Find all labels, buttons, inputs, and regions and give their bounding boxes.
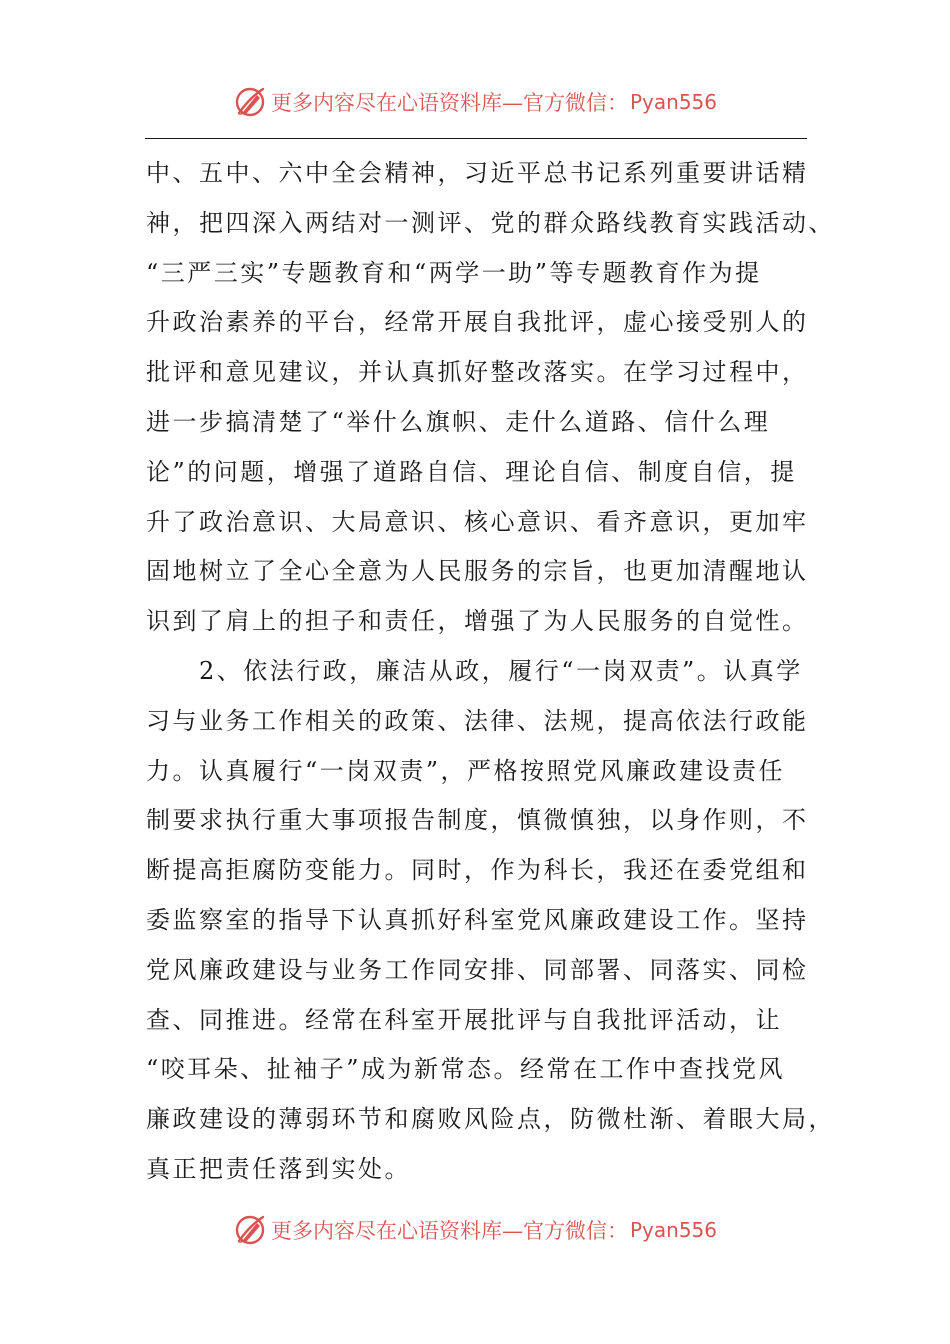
text-line: 习与业务工作相关的政策、法律、法规，提高依法行政能 bbox=[146, 706, 809, 735]
text-line: 识到了肩上的担子和责任，增强了为人民服务的自觉性。 bbox=[146, 607, 809, 636]
header-watermark-text: 更多内容尽在心语资料库—官方微信： bbox=[270, 91, 628, 115]
header-divider bbox=[145, 138, 807, 139]
text-line: 力。认真履行“一岗双责”，严格按照党风廉政建设责任 bbox=[146, 756, 786, 785]
pen-logo-icon bbox=[233, 1213, 267, 1247]
text-line: 委监察室的指导下认真抓好科室党风廉政建设工作。坚持 bbox=[146, 905, 809, 934]
text-line: 固地树立了全心全意为人民服务的宗旨，也更加清醒地认 bbox=[146, 557, 809, 586]
footer-watermark-text: 更多内容尽在心语资料库—官方微信： bbox=[270, 1219, 628, 1243]
document-body bbox=[146, 149, 835, 1195]
paragraph-start-line: 2、依法行政，廉洁从政，履行“一岗双责”。认真学 bbox=[146, 656, 803, 685]
text-line: “咬耳朵、扯袖子”成为新常态。经常在工作中查找党风 bbox=[146, 1055, 786, 1084]
text-line: 中、五中、六中全会精神，习近平总书记系列重要讲话精 bbox=[146, 159, 809, 187]
page-header bbox=[0, 80, 950, 124]
text-line: 批评和意见建议，并认真抓好整改落实。在学习过程中， bbox=[146, 358, 809, 387]
text-line: “三严三实”专题教育和“两学一助”等专题教育作为提 bbox=[146, 258, 762, 287]
text-line: 党风廉政建设与业务工作同安排、同部署、同落实、同检 bbox=[146, 955, 809, 984]
text-line: 升政治素养的平台，经常开展自我批评，虚心接受别人的 bbox=[146, 308, 809, 337]
footer-watermark bbox=[233, 1213, 717, 1247]
header-watermark bbox=[233, 85, 717, 119]
text-line: 升了政治意识、大局意识、核心意识、看齐意识，更加牢 bbox=[146, 507, 809, 536]
text-line: 神，把四深入两结对一测评、党的群众路线教育实践活动、 bbox=[146, 208, 835, 237]
text-line: 论”的问题，增强了道路自信、理论自信、制度自信，提 bbox=[146, 457, 797, 486]
footer-wechat-id: Pyan556 bbox=[629, 1218, 717, 1242]
text-line: 进一步搞清楚了“举什么旗帜、走什么道路、信什么理 bbox=[146, 407, 771, 436]
text-line: 断提高拒腐防变能力。同时，作为科长，我还在委党组和 bbox=[146, 856, 809, 885]
pen-logo-icon bbox=[233, 85, 267, 119]
text-line: 廉政建设的薄弱环节和腐败风险点，防微杜渐、着眼大局， bbox=[146, 1105, 835, 1134]
page-footer bbox=[0, 1208, 950, 1252]
text-line: 真正把责任落到实处。 bbox=[146, 1154, 411, 1183]
text-line: 查、同推进。经常在科室开展批评与自我批评活动，让 bbox=[146, 1005, 782, 1034]
text-line: 制要求执行重大事项报告制度，慎微慎独，以身作则，不 bbox=[146, 806, 809, 835]
header-wechat-id: Pyan556 bbox=[629, 90, 717, 114]
